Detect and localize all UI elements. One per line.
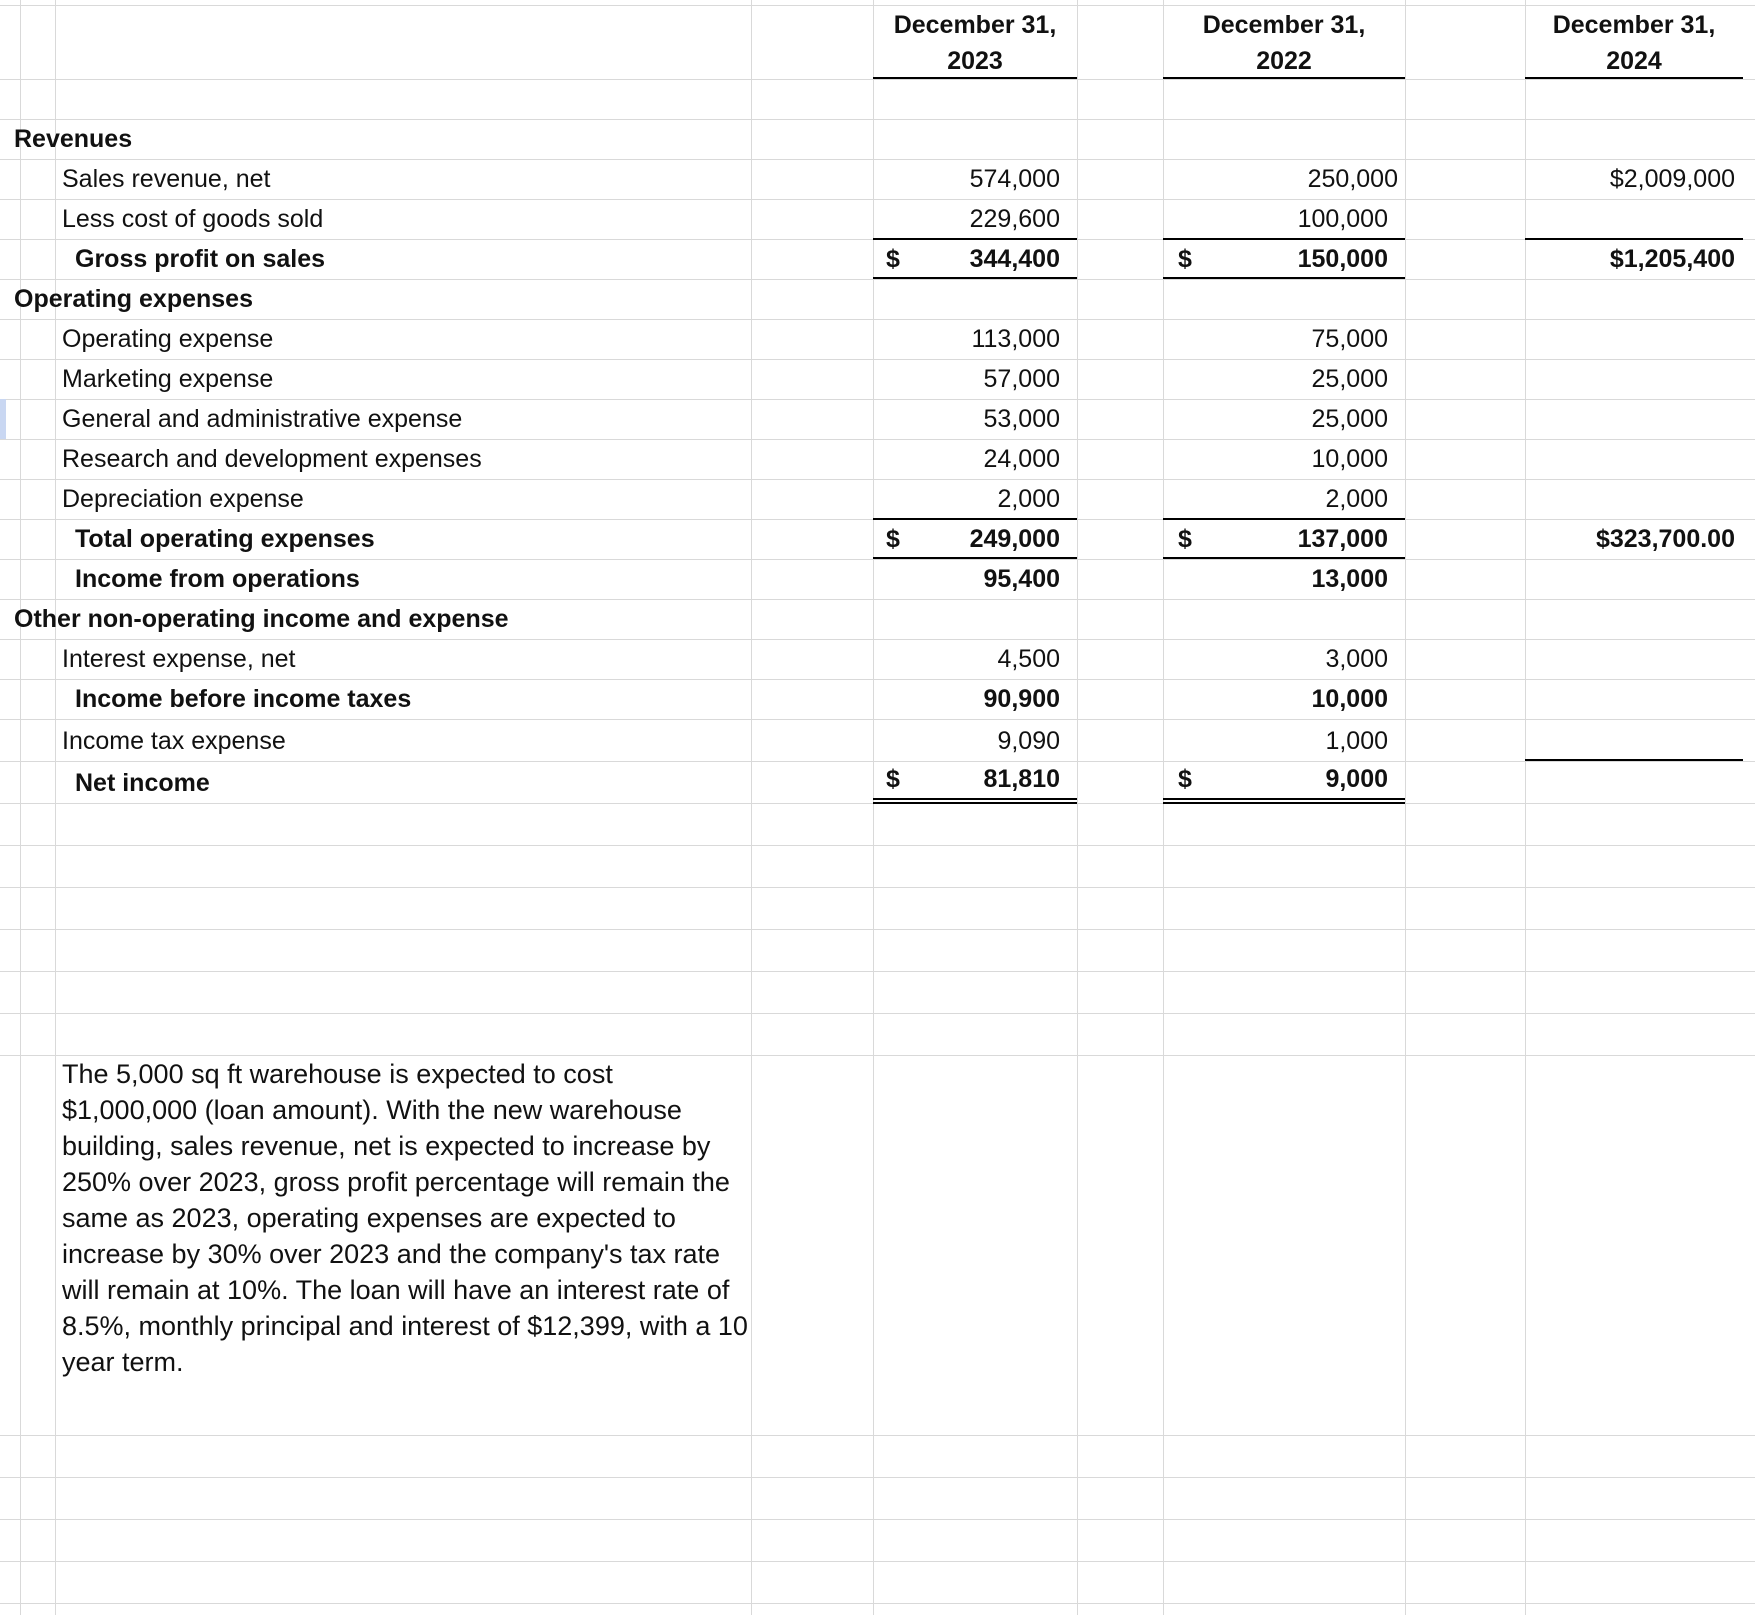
- cell-sales-revenue-2022[interactable]: 250,000: [1307, 165, 1398, 193]
- cell-tax-2022[interactable]: 1,000: [1325, 727, 1388, 755]
- header-2022-line2[interactable]: 2022: [1256, 47, 1312, 75]
- grid-row-line: [0, 359, 1755, 360]
- row-label-net-income[interactable]: Net income: [75, 769, 210, 797]
- dollar-sign: $: [1178, 765, 1192, 793]
- cell-rd-expense-2023[interactable]: 24,000: [983, 445, 1060, 473]
- subtotal-rule: [1163, 557, 1405, 559]
- subtotal-rule: [873, 557, 1077, 559]
- cell-interest-2023[interactable]: 4,500: [997, 645, 1060, 673]
- cell-depreciation-2023[interactable]: 2,000: [997, 485, 1060, 513]
- cell-operating-expense-2023[interactable]: 113,000: [971, 325, 1060, 353]
- dollar-sign: $: [1178, 245, 1192, 273]
- cell-marketing-expense-2022[interactable]: 25,000: [1311, 365, 1388, 393]
- cell-marketing-expense-2023[interactable]: 57,000: [983, 365, 1060, 393]
- subtotal-rule: [1163, 277, 1405, 279]
- row-label-income-ops[interactable]: Income from operations: [75, 565, 360, 593]
- grid-row-line: [0, 159, 1755, 160]
- header-underline: [1163, 77, 1405, 79]
- grid-row-line: [0, 929, 1755, 930]
- total-double-rule: [1163, 798, 1405, 804]
- cell-income-ops-2022[interactable]: 13,000: [1311, 565, 1388, 593]
- grid-col-line: [1405, 0, 1406, 1615]
- cell-cogs-2023[interactable]: 229,600: [969, 205, 1060, 233]
- row-label-depreciation[interactable]: Depreciation expense: [62, 485, 304, 513]
- grid-col-line: [873, 0, 874, 1615]
- row-label-interest[interactable]: Interest expense, net: [62, 645, 296, 673]
- row-label-rd-expense[interactable]: Research and development expenses: [62, 445, 482, 473]
- grid-row-line: [0, 719, 1755, 720]
- grid-col-line: [1525, 0, 1526, 1615]
- cell-total-opex-2024[interactable]: $323,700.00: [1595, 525, 1735, 553]
- header-2022-line1[interactable]: December 31,: [1202, 11, 1366, 39]
- subtotal-rule: [1163, 518, 1405, 520]
- cell-ga-expense-2023[interactable]: 53,000: [983, 405, 1060, 433]
- cell-income-before-tax-2022[interactable]: 10,000: [1311, 685, 1388, 713]
- grid-row-line: [0, 679, 1755, 680]
- grid-row-line: [0, 439, 1755, 440]
- grid-row-line: [0, 319, 1755, 320]
- grid-row-line: [0, 199, 1755, 200]
- grid-row-line: [0, 845, 1755, 846]
- header-underline: [873, 77, 1077, 79]
- subtotal-rule: [1525, 759, 1743, 761]
- cell-interest-2022[interactable]: 3,000: [1325, 645, 1388, 673]
- row-label-gross-profit[interactable]: Gross profit on sales: [75, 245, 326, 273]
- grid-row-line: [0, 1013, 1755, 1014]
- cell-sales-revenue-2024[interactable]: $2,009,000: [1609, 165, 1735, 193]
- grid-col-line: [1077, 0, 1078, 1615]
- cell-income-before-tax-2023[interactable]: 90,900: [983, 685, 1060, 713]
- cell-rd-expense-2022[interactable]: 10,000: [1311, 445, 1388, 473]
- cell-sales-revenue-2023[interactable]: 574,000: [969, 165, 1060, 193]
- grid-row-line: [0, 1561, 1755, 1562]
- grid-row-line: [0, 639, 1755, 640]
- grid-row-line: [0, 119, 1755, 120]
- cell-gross-profit-2022[interactable]: 150,000: [1297, 245, 1388, 273]
- grid-row-line: [0, 887, 1755, 888]
- cell-net-income-2023[interactable]: 81,810: [983, 765, 1060, 793]
- cell-net-income-2022[interactable]: 9,000: [1325, 765, 1388, 793]
- grid-row-line: [0, 479, 1755, 480]
- cell-gross-profit-2023[interactable]: 344,400: [969, 245, 1060, 273]
- grid-row-line: [0, 1519, 1755, 1520]
- assumptions-note[interactable]: The 5,000 sq ft warehouse is expected to cost $1,000,000 (loan amount). With the new warehouse building, sales revenue, net is expected to increase by 250% over 2023, gross profit percentage will remain the same as 2023, operating expenses are expected to increase by 30% over 2023 and the company's tax rate will remain at 10%. The loan will have an interest rate of 8.5%, monthly principal and interest of $12,399, with a 10 year term.: [62, 1059, 748, 1377]
- dollar-sign: $: [886, 525, 900, 553]
- grid-col-line: [1163, 0, 1164, 1615]
- row-label-total-opex[interactable]: Total operating expenses: [75, 525, 375, 553]
- section-operating-expenses[interactable]: Operating expenses: [14, 285, 253, 313]
- grid-row-line: [0, 1477, 1755, 1478]
- grid-row-line: [0, 761, 1755, 762]
- grid-row-line: [0, 399, 1755, 400]
- row-label-income-before-tax[interactable]: Income before income taxes: [75, 685, 412, 713]
- dollar-sign: $: [886, 245, 900, 273]
- subtotal-rule: [873, 277, 1077, 279]
- subtotal-rule: [873, 518, 1077, 520]
- cell-cogs-2022[interactable]: 100,000: [1297, 205, 1388, 233]
- header-2023-line2[interactable]: 2023: [947, 47, 1003, 75]
- row-label-operating-expense[interactable]: Operating expense: [62, 325, 274, 353]
- subtotal-rule: [1525, 238, 1743, 240]
- header-2023-line1[interactable]: December 31,: [893, 11, 1057, 39]
- row-label-cogs[interactable]: Less cost of goods sold: [62, 205, 324, 233]
- section-revenues[interactable]: Revenues: [14, 125, 133, 153]
- subtotal-rule: [1163, 238, 1405, 240]
- header-2024-line1[interactable]: December 31,: [1552, 11, 1716, 39]
- grid-row-line: [0, 599, 1755, 600]
- row-label-marketing-expense[interactable]: Marketing expense: [62, 365, 274, 393]
- cell-gross-profit-2024[interactable]: $1,205,400: [1609, 245, 1735, 273]
- grid-row-line: [0, 1435, 1755, 1436]
- cell-depreciation-2022[interactable]: 2,000: [1325, 485, 1388, 513]
- grid-row-line: [0, 1603, 1755, 1604]
- header-2024-line2[interactable]: 2024: [1606, 47, 1662, 75]
- row-selection-indicator: [0, 399, 6, 439]
- header-underline: [1525, 77, 1743, 79]
- section-other[interactable]: Other non-operating income and expense: [14, 605, 509, 633]
- dollar-sign: $: [886, 765, 900, 793]
- subtotal-rule: [873, 238, 1077, 240]
- total-double-rule: [873, 798, 1077, 804]
- row-label-ga-expense[interactable]: General and administrative expense: [62, 405, 463, 433]
- cell-total-opex-2023[interactable]: 249,000: [969, 525, 1060, 553]
- grid-row-line: [0, 279, 1755, 280]
- dollar-sign: $: [1178, 525, 1192, 553]
- grid-row-line: [0, 559, 1755, 560]
- cell-operating-expense-2022[interactable]: 75,000: [1311, 325, 1388, 353]
- row-label-tax[interactable]: Income tax expense: [62, 727, 286, 755]
- grid-col-line: [55, 0, 56, 1615]
- grid-row-line: [0, 971, 1755, 972]
- row-label-sales-revenue[interactable]: Sales revenue, net: [62, 165, 271, 193]
- cell-total-opex-2022[interactable]: 137,000: [1297, 525, 1388, 553]
- cell-tax-2023[interactable]: 9,090: [997, 727, 1060, 755]
- cell-income-ops-2023[interactable]: 95,400: [983, 565, 1060, 593]
- grid-col-line: [20, 0, 21, 1615]
- cell-ga-expense-2022[interactable]: 25,000: [1311, 405, 1388, 433]
